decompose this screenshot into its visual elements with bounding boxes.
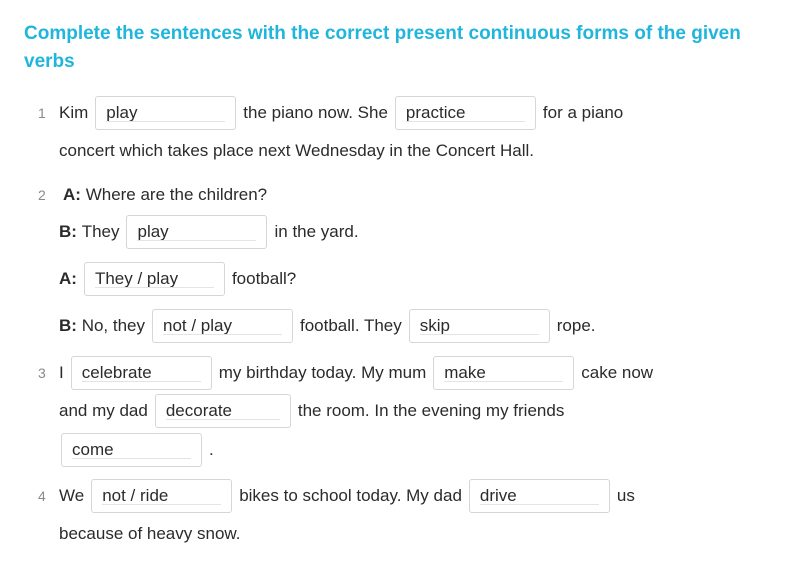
item-number: 4 bbox=[38, 488, 46, 504]
answer-gap[interactable]: decorate bbox=[155, 394, 291, 428]
sentence-text: because of heavy snow. bbox=[59, 524, 241, 543]
speaker-label: B: bbox=[59, 316, 77, 335]
sentence-line bbox=[59, 95, 623, 131]
sentence-line bbox=[59, 355, 653, 391]
sentence-text: my birthday today. My mum bbox=[218, 363, 427, 382]
answer-gap[interactable]: drive bbox=[469, 479, 610, 513]
sentence-text: . bbox=[209, 440, 214, 459]
sentence-text: football. They bbox=[300, 316, 402, 335]
sentence-text: Where are the children? bbox=[85, 185, 268, 204]
sentence-line bbox=[59, 393, 564, 429]
sentence-line bbox=[59, 516, 240, 552]
speaker-label: A: bbox=[59, 269, 77, 288]
sentence-text: bikes to school today. My dad bbox=[239, 486, 462, 505]
sentence-text: for a piano bbox=[542, 103, 624, 122]
speaker-label: A: bbox=[63, 185, 81, 204]
speaker-label: B: bbox=[59, 222, 77, 241]
sentence-line bbox=[59, 478, 635, 514]
sentence-text: rope. bbox=[556, 316, 596, 335]
sentence-text: in the yard. bbox=[274, 222, 359, 241]
dialogue-line bbox=[59, 214, 359, 250]
item-number: 3 bbox=[38, 365, 46, 381]
sentence-line bbox=[61, 432, 214, 468]
answer-gap[interactable]: skip bbox=[409, 309, 550, 343]
answer-gap[interactable]: make bbox=[433, 356, 574, 390]
sentence-text: They bbox=[81, 222, 120, 241]
dialogue-line bbox=[59, 261, 296, 297]
dialogue-line bbox=[59, 308, 596, 344]
answer-gap[interactable]: come bbox=[61, 433, 202, 467]
sentence-text: football? bbox=[231, 269, 297, 288]
answer-gap[interactable]: not / ride bbox=[91, 479, 232, 513]
sentence-text: I bbox=[59, 363, 64, 382]
sentence-text: cake now bbox=[581, 363, 654, 382]
sentence-text: Kim bbox=[59, 103, 89, 122]
sentence-text: concert which takes place next Wednesday in the Concert Hall. bbox=[59, 141, 534, 160]
answer-gap[interactable]: They / play bbox=[84, 262, 225, 296]
sentence-text: the piano now. She bbox=[243, 103, 388, 122]
answer-gap[interactable]: not / play bbox=[152, 309, 293, 343]
item-number: 2 bbox=[38, 187, 46, 203]
sentence-line bbox=[59, 133, 534, 169]
answer-gap[interactable]: practice bbox=[395, 96, 536, 130]
dialogue-line bbox=[63, 177, 267, 213]
answer-gap[interactable]: play bbox=[126, 215, 267, 249]
sentence-text: the room. In the evening my friends bbox=[297, 401, 565, 420]
sentence-text: us bbox=[616, 486, 635, 505]
item-number: 1 bbox=[38, 105, 46, 121]
instruction-title: Complete the sentences with the correct present continuous forms of the given verbs bbox=[24, 23, 741, 72]
sentence-text: and my dad bbox=[59, 401, 148, 420]
sentence-text: No, they bbox=[81, 316, 145, 335]
answer-gap[interactable]: play bbox=[95, 96, 236, 130]
answer-gap[interactable]: celebrate bbox=[71, 356, 212, 390]
sentence-text: We bbox=[59, 486, 85, 505]
